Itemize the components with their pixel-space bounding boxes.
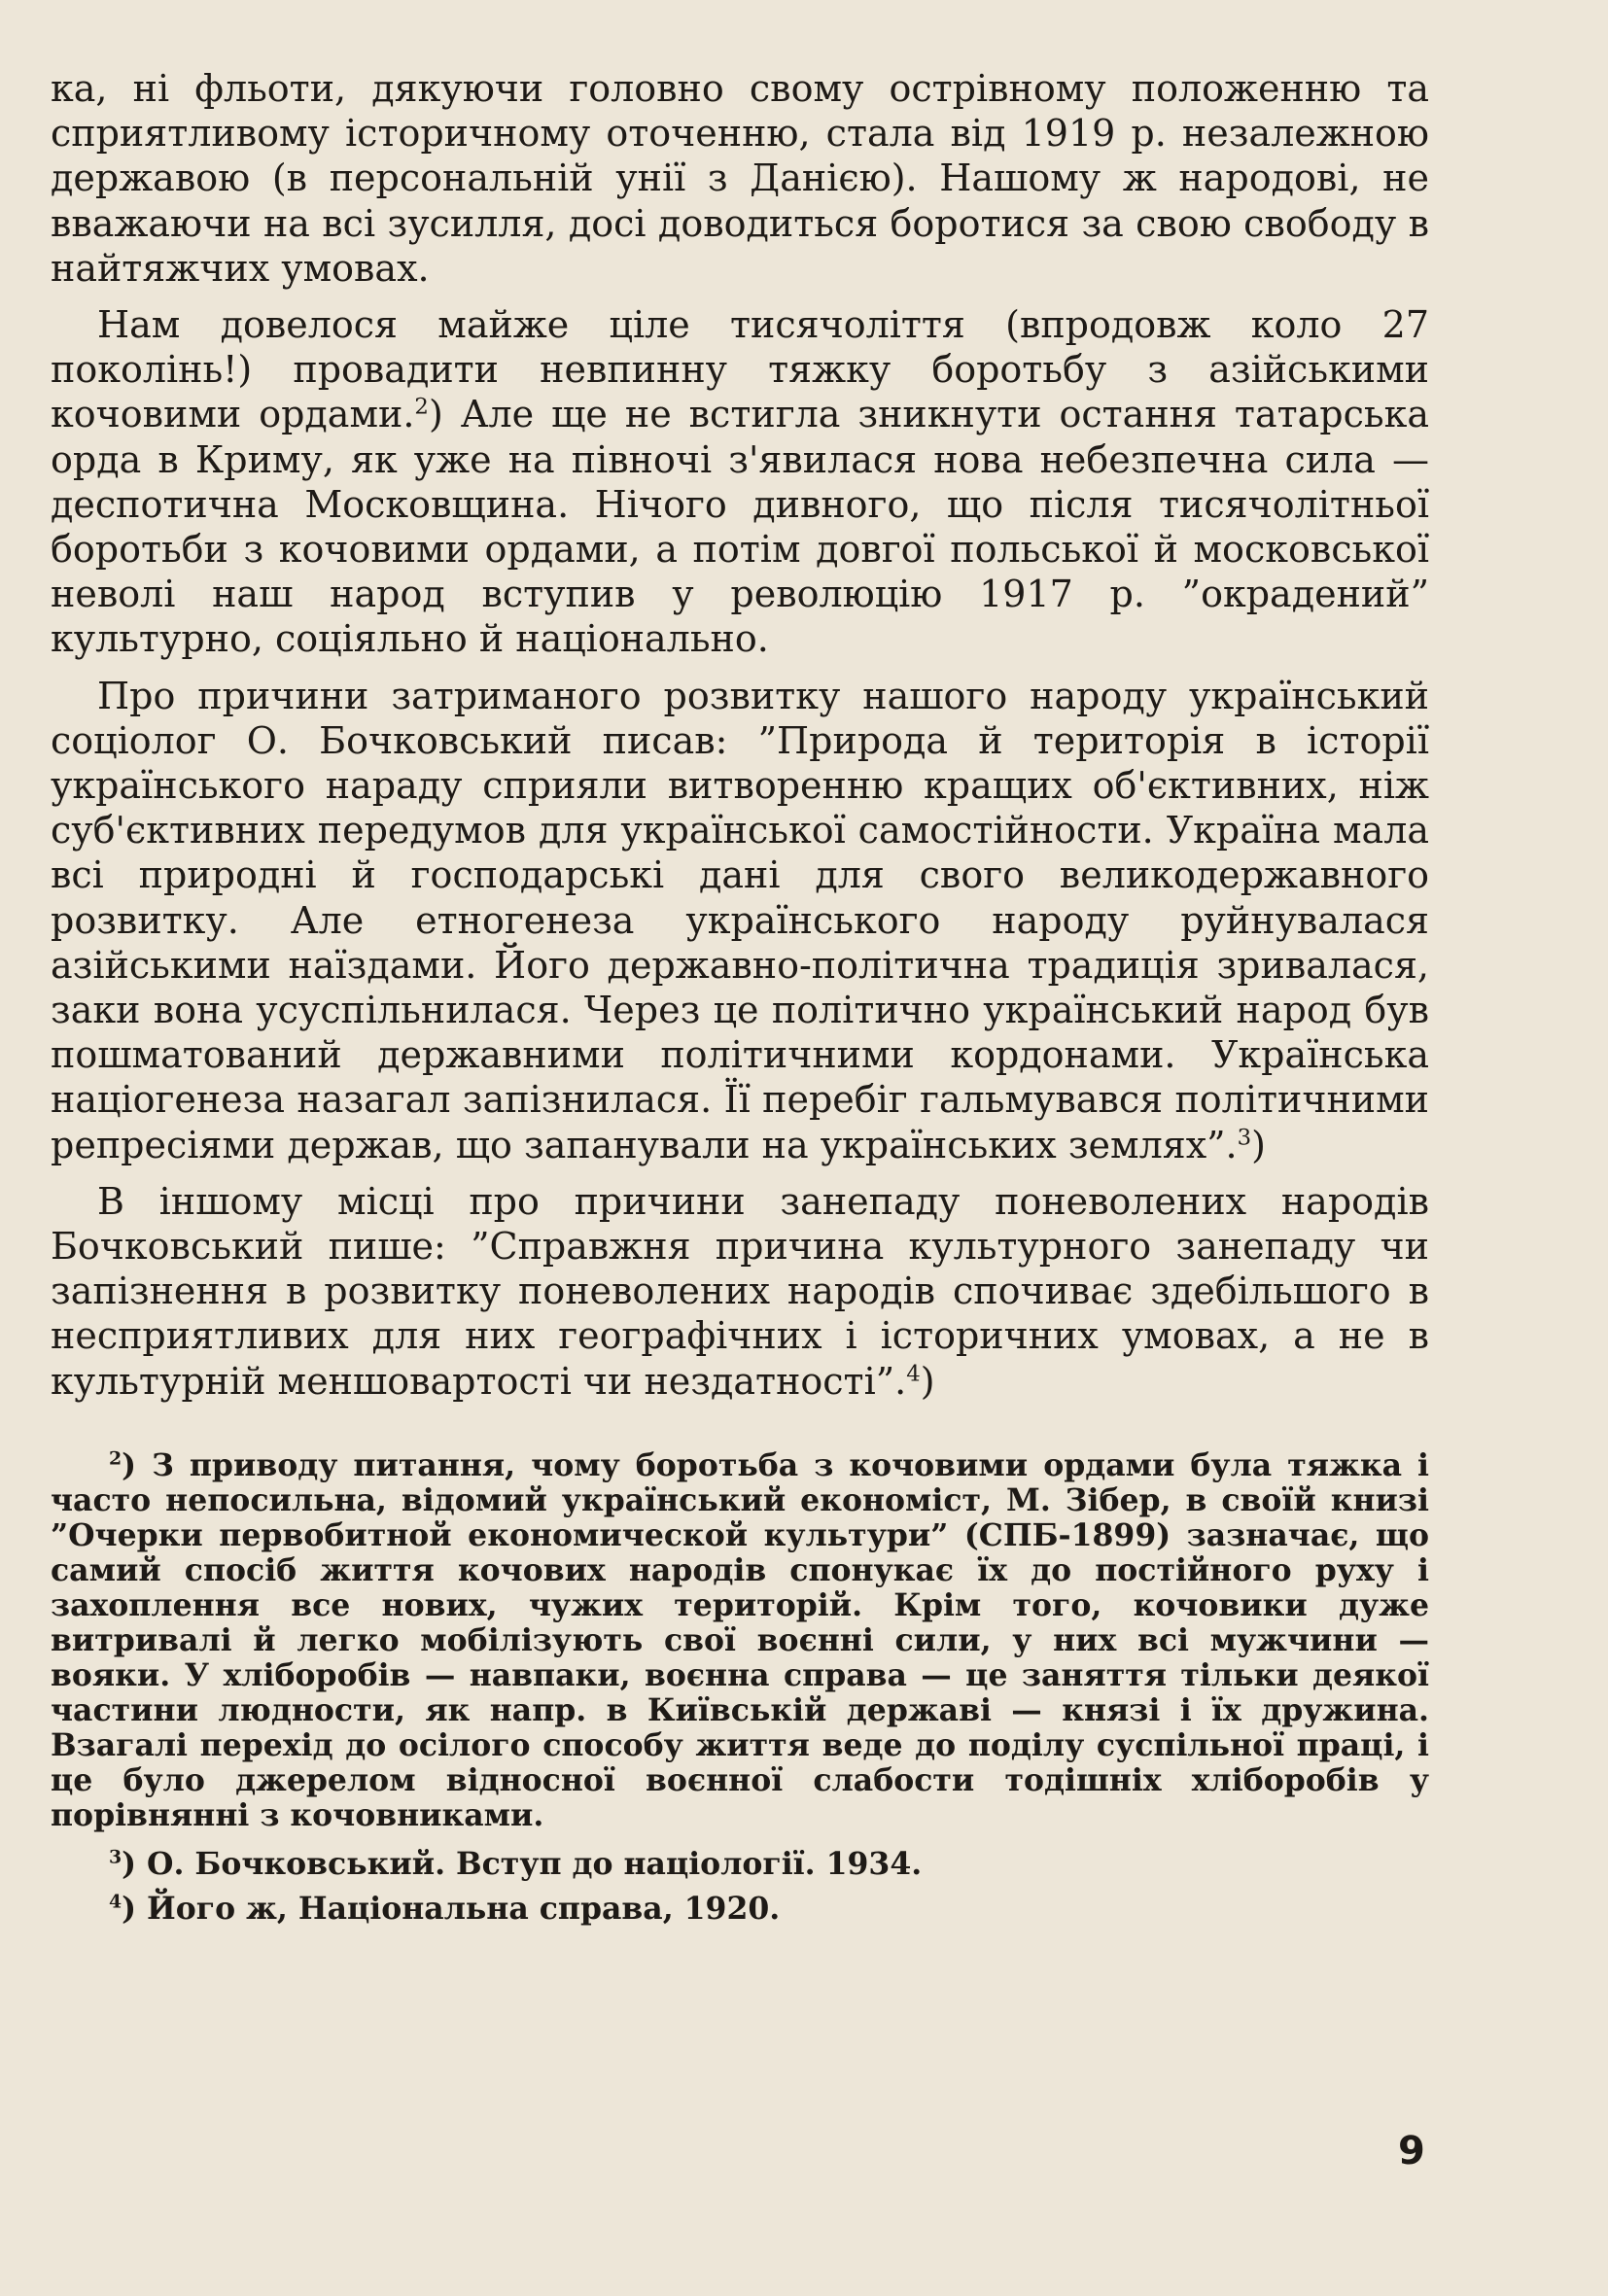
footnote-text: О. Бочковський. Вступ до націології. 1934. — [147, 1845, 923, 1882]
footnote-mark: 4 — [109, 1891, 122, 1913]
page-number: 9 — [1398, 2129, 1425, 2174]
page-content — [51, 66, 1429, 1932]
ref-closer: ) — [122, 1890, 137, 1927]
ref-closer: ) — [122, 1446, 137, 1483]
footnote-ref-3[interactable]: 3 — [1237, 1125, 1252, 1150]
footnote-mark: 3 — [109, 1846, 122, 1868]
ref-closer: ) — [122, 1845, 137, 1882]
ref-closer: ) — [1251, 1123, 1266, 1166]
paragraph-3-text: Про причини затриманого розвитку нашого народу український соціолог О. Бочковський писав: ”Природа й територія в історії українського нараду сприяли витворенню кращих об'єктивних, ніж суб'єктивних передумов для української самостійности. Україна мала всі природні й господарські дані для свого великодержавного розвитку. Але етногенеза українського народу руйнувалася азійськими наїздами. Його державно-політична традиція зривалася, заки вона усуспільнилася. Через це політично український народ був пошматований державними політичними кордонами. Українська націогенеза назагал запізнилася. Її перебіг гальмувався політичними репресіями держав, що запанували на українських землях”. — [51, 674, 1429, 1166]
paragraph-1: ка, ні фльоти, дякуючи головно свому острівному положенню та сприятливому історичному оточенню, стала від 1919 р. незалежною державою (в персональній унії з Данією). Нашому ж народові, не вважаючи на всі зусилля, досі доводиться боротися за свою свободу в найтяжчих умовах. — [51, 67, 1429, 290]
paragraph-2-continuation: Але ще не встигла зникнути остання татарська орда в Криму, як уже на півночі з'явилася нова небезпечна сила — деспотична Московщина. Нічого дивного, що після тисячолітньої боротьби з кочовими ордами, а потім довгої польської й московської неволі наш народ вступив у революцію 1917 р. ”окрадений” культурно, соціяльно й національно. — [51, 393, 1429, 661]
footnote-ref-4[interactable]: 4 — [906, 1361, 921, 1387]
paragraph-4 — [51, 1179, 1429, 1404]
footnotes — [51, 1448, 1429, 1927]
paragraph-2 — [51, 302, 1429, 662]
ref-closer: ) — [920, 1359, 935, 1403]
paragraph-2-text: Нам довелося майже ціле тисячоліття (впродовж коло 27 поколінь!) провадити невпинну тяжку боротьбу з азійськими кочовими ордами. — [51, 303, 1429, 436]
footnote-3 — [51, 1847, 1429, 1882]
ref-closer: ) — [428, 393, 443, 436]
footnote-ref-2[interactable]: 2 — [414, 394, 429, 420]
footnote-mark: 2 — [109, 1447, 122, 1470]
footnote-2 — [51, 1448, 1429, 1833]
footnote-text: З приводу питання, чому боротьба з кочовими ордами була тяжка і часто непосильна, відомий український економіст, М. Зібер, в своїй книзі ”Очерки первобитной економической культури” (СПБ-1899) зазначає, що самий спосіб життя кочових народів спонукає їх до постійного руху і захоплення все нових, чужих територій. Крім того, кочовики дуже витривалі й легко мобілізують свої воєнні сили, у них всі мужчини — вояки. У хліборобів — навпаки, воєнна справа — це заняття тільки деякої частини людности, як напр. в Київській державі — князі і їх дружина. Взагалі перехід до осілого способу життя веде до поділу суспільної праці, і це було джерелом відносної воєнної слабости тодішніх хліборобів у порівнянні з кочовниками. — [51, 1446, 1429, 1833]
paragraph-4-text: В іншому місці про причини занепаду поневолених народів Бочковський пише: ”Справжня причина культурного занепаду чи запізнення в розвитку поневолених народів спочиває здебільшого в несприятливих для них географічних і історичних умовах, а не в культурній меншовартості чи нездатності”. — [51, 1179, 1429, 1403]
footnote-text: Його ж, Національна справа, 1920. — [147, 1890, 781, 1927]
footnote-4 — [51, 1892, 1429, 1927]
paragraph-3 — [51, 674, 1429, 1167]
